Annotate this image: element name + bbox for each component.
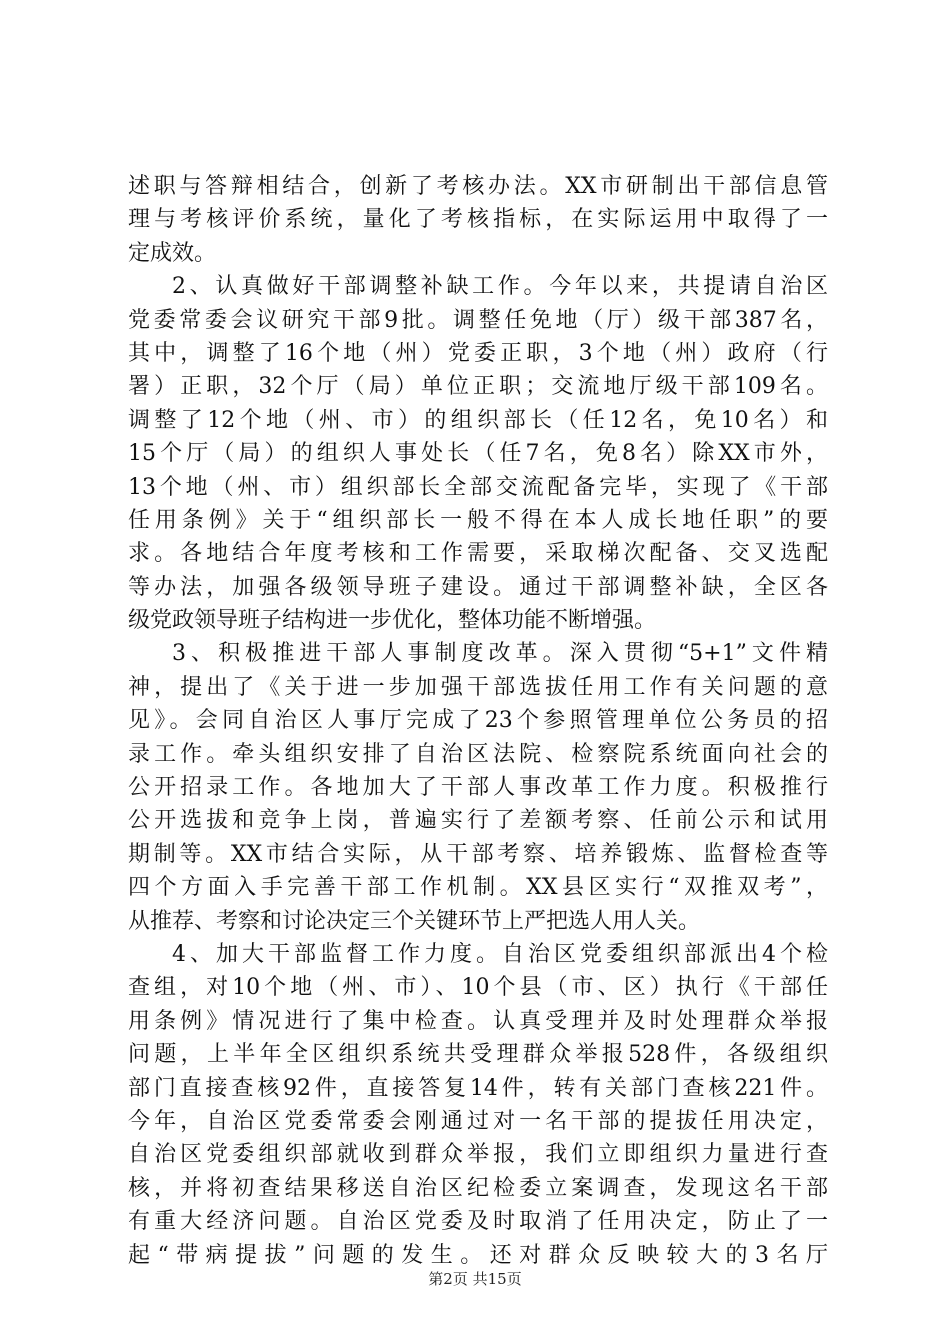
text-line-27: 问题，上半年全区组织系统共受理群众举报528件，各级组织 <box>128 1042 828 1068</box>
text-line-8: 调整了12个地（州、市）的组织部长（任12名，免10名）和 <box>128 407 828 433</box>
text-line-26: 用条例》情况进行了集中检查。认真受理并及时处理群众举报 <box>128 1008 828 1034</box>
text-line-23: 从推荐、考察和讨论决定三个关键环节上严把选人用人关。 <box>128 908 701 934</box>
text-line-28: 部门直接查核92件，直接答复14件，转有关部门查核221件。 <box>128 1075 828 1101</box>
text-line-11: 任用条例》关于“组织部长一般不得在本人成长地任职”的要 <box>128 507 828 533</box>
text-line-32: 有重大经济问题。自治区党委及时取消了任用决定，防止了一 <box>128 1209 828 1235</box>
text-line-22: 四个方面入手完善干部工作机制。XX县区实行“双推双考”， <box>128 875 828 901</box>
text-line-25: 查组，对10个地（州、市）、10个县（市、区）执行《干部任 <box>128 975 828 1001</box>
text-line-1: 述职与答辩相结合，创新了考核办法。XX市研制出干部信息管 <box>128 174 828 199</box>
paragraph-2-line-1: 2、认真做好干部调整补缺工作。今年以来，共提请自治区 <box>172 274 828 300</box>
text-line-5: 党委常委会议研究干部9批。调整任免地（厅）级干部387名， <box>128 307 828 333</box>
text-line-14: 级党政领导班子结构进一步优化，整体功能不断增强。 <box>128 608 657 634</box>
text-line-19: 公开招录工作。各地加大了干部人事改革工作力度。积极推行 <box>128 775 828 801</box>
text-line-17: 见》。会同自治区人事厅完成了23个参照管理单位公务员的招 <box>128 708 828 734</box>
paragraph-3-line-1: 3、积极推进干部人事制度改革。深入贯彻“5+1”文件精 <box>172 641 828 667</box>
text-line-30: 自治区党委组织部就收到群众举报，我们立即组织力量进行查 <box>128 1142 828 1168</box>
text-line-7: 署）正职，32个厅（局）单位正职；交流地厅级干部109名。 <box>128 374 828 400</box>
text-line-13: 等办法，加强各级领导班子建设。通过干部调整补缺，全区各 <box>128 574 828 600</box>
text-line-9: 15个厅（局）的组织人事处长（任7名，免8名）除XX市外， <box>128 441 828 467</box>
text-line-33: 起“带病提拔”问题的发生。还对群众反映较大的3名厅 <box>128 1242 828 1268</box>
text-line-12: 求。各地结合年度考核和工作需要，采取梯次配备、交叉选配 <box>128 541 828 567</box>
text-line-21: 期制等。XX市结合实际，从干部考察、培养锻炼、监督检查等 <box>128 841 828 867</box>
text-line-6: 其中，调整了16个地（州）党委正职，3个地（州）政府（行 <box>128 340 828 366</box>
page-number-footer: 第2页 共15页 <box>428 1270 522 1288</box>
text-line-2: 理与考核评价系统，量化了考核指标，在实际运用中取得了一 <box>128 207 828 233</box>
text-line-29: 今年，自治区党委常委会刚通过对一名干部的提拔任用决定， <box>128 1108 828 1134</box>
text-line-31: 核，并将初查结果移送自治区纪检委立案调查，发现这名干部 <box>128 1175 828 1201</box>
text-line-20: 公开选拔和竞争上岗，普遍实行了差额考察、任前公示和试用 <box>128 808 828 834</box>
text-line-18: 录工作。牵头组织安排了自治区法院、检察院系统面向社会的 <box>128 741 828 767</box>
text-line-3: 定成效。 <box>128 240 217 266</box>
paragraph-4-line-1: 4、加大干部监督工作力度。自治区党委组织部派出4个检 <box>172 941 828 967</box>
body-text <box>128 170 828 1272</box>
text-line-10: 13个地（州、市）组织部长全部交流配备完毕，实现了《干部 <box>128 474 828 500</box>
text-line-16: 神，提出了《关于进一步加强干部选拔任用工作有关问题的意 <box>128 674 828 700</box>
